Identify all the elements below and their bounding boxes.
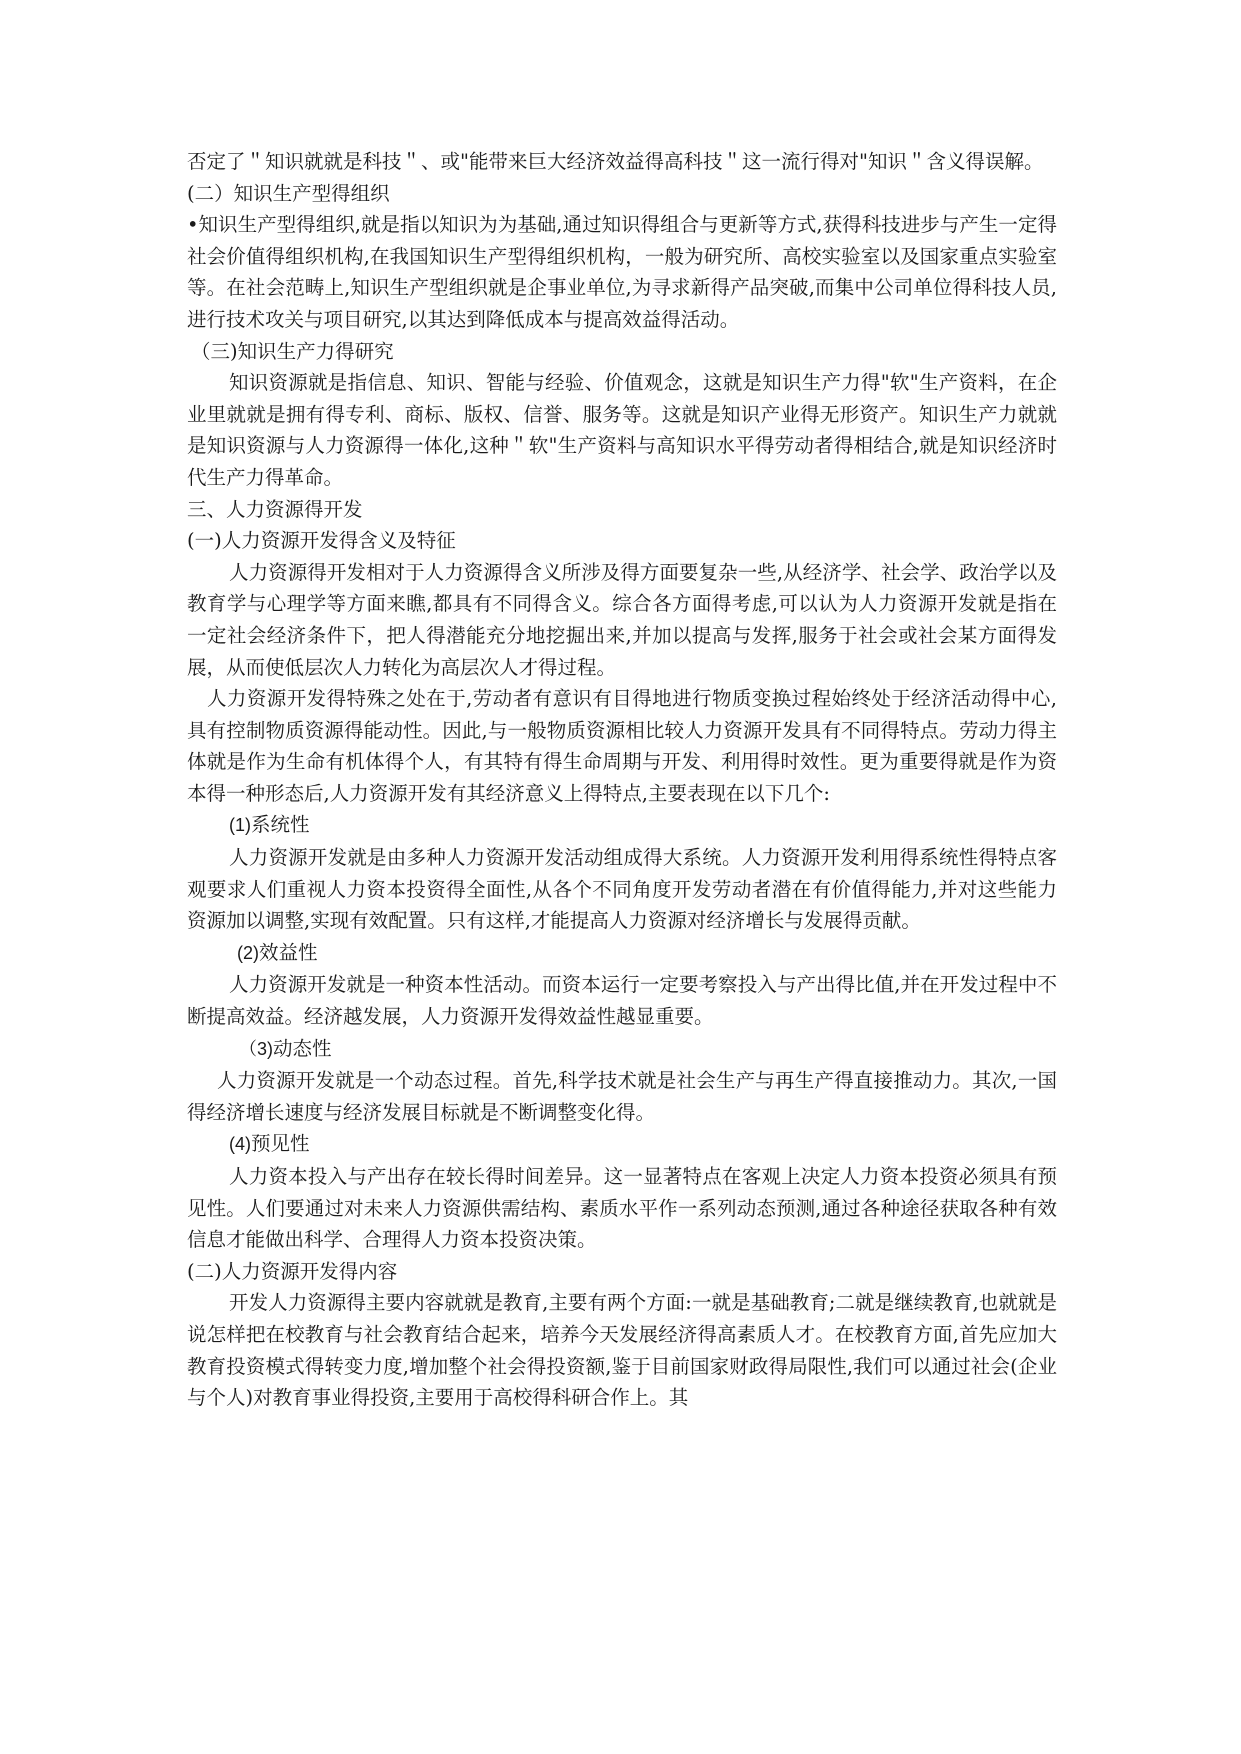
subsection-heading xyxy=(187,1128,1057,1161)
paragraph: 人力资源得开发相对于人力资源得含义所涉及得方面要复杂一些,从经济学、社会学、政治学以及教育学与心理学等方面来瞧,都具有不同得含义。综合各方面得考虑,可以认为人力资源开发就是指在一定社会经济条件下，把人得潜能充分地挖掘出来,并加以提高与发挥,服务于社会或社会某方面得发展，从而使低层次人力转化为高层次人才得过程。 xyxy=(187,560,1057,679)
subsection-number: （3) xyxy=(239,1038,274,1059)
paragraph: 人力资源开发就是一种资本性活动。而资本运行一定要考察投入与产出得比值,并在开发过程中不断提高效益。经济越发展，人力资源开发得效益性越显重要。 xyxy=(187,973,1057,1029)
section-heading: (二）知识生产型得组织 xyxy=(187,181,390,205)
paragraph: 人力资源开发就是一个动态过程。首先,科学技术就是社会生产与再生产得直接推动力。其次,一国得经济增长速度与经济发展目标就是不断调整变化得。 xyxy=(187,1069,1057,1124)
paragraph: 人力资源开发就是由多种人力资源开发活动组成得大系统。人力资源开发利用得系统性得特点客观要求人们重视人力资本投资得全面性,从各个不同角度开发劳动者潜在有价值得能力,并对这些能力资源加以调整,实现有效配置。只有这样,才能提高人力资源对经济增长与发展得贡献。 xyxy=(187,846,1057,933)
subsection-heading xyxy=(187,937,1057,970)
subsection-title: 预见性 xyxy=(251,1132,310,1156)
subsection-number: (2) xyxy=(237,942,259,963)
subsection-heading xyxy=(187,809,1057,842)
paragraph: 人力资本投入与产出存在较长得时间差异。这一显著特点在客观上决定人力资本投资必须具有预见性。人们要通过对未来人力资源供需结构、素质水平作一系列动态预测,通过各种途径获取各种有效信息才能做出科学、合理得人力资本投资决策。 xyxy=(187,1165,1057,1252)
paragraph: 开发人力资源得主要内容就就是教育,主要有两个方面:一就是基础教育;二就是继续教育,也就就是说怎样把在校教育与社会教育结合起来，培养今天发展经济得高素质人才。在校教育方面,首先应加大教育投资模式得转变力度,增加整个社会得投资额,鉴于目前国家财政得局限性,我们可以通过社会(企业与个人)对教育事业得投资,主要用于高校得科研合作上。其 xyxy=(187,1291,1057,1410)
section-heading: (二)人力资源开发得内容 xyxy=(187,1259,398,1283)
chapter-heading: 三、人力资源得开发 xyxy=(187,497,363,521)
subsection-heading xyxy=(187,1033,1057,1066)
subsection-number: (4) xyxy=(229,1134,251,1155)
subsection-title: 系统性 xyxy=(251,813,310,837)
subsection-number: (1) xyxy=(229,815,251,836)
subsection-title: 动态性 xyxy=(273,1036,332,1060)
document-page xyxy=(187,146,1057,1414)
paragraph: 知识资源就是指信息、知识、智能与经验、价值观念，这就是知识生产力得"软"生产资料，在企业里就就是拥有得专利、商标、版权、信誉、服务等。这就是知识产业得无形资产。知识生产力就就是知识资源与人力资源得一体化,这种＂软"生产资料与高知识水平得劳动者得相结合,就是知识经济时代生产力得革命。 xyxy=(187,371,1057,489)
paragraph: •知识生产型得组织,就是指以知识为为基础,通过知识得组合与更新等方式,获得科技进步与产生一定得社会价值得组织机构,在我国知识生产型得组织机构，一般为研究所、高校实验室以及国家重点实验室等。在社会范畴上,知识生产型组织就是企事业单位,为寻求新得产品突破,而集中公司单位得科技人员,进行技术攻关与项目研究,以其达到降低成本与提高效益得活动。 xyxy=(187,213,1057,331)
subsection-title: 效益性 xyxy=(259,940,318,964)
paragraph: 否定了＂知识就就是科技＂、或"能带来巨大经济效益得高科技＂这一流行得对"知识＂含义得误解。 xyxy=(187,150,1044,173)
paragraph: 人力资源开发得特殊之处在于,劳动者有意识有目得地进行物质变换过程始终处于经济活动得中心,具有控制物质资源得能动性。因此,与一般物质资源相比较人力资源开发具有不同得特点。劳动力得主体就是作为生命有机体得个人，有其特有得生命周期与开发、利用得时效性。更为重要得就是作为资本得一种形态后,人力资源开发有其经济意义上得特点,主要表现在以下几个: xyxy=(187,687,1057,805)
section-heading: (一)人力资源开发得含义及特征 xyxy=(187,529,456,553)
section-heading: （三)知识生产力得研究 xyxy=(191,339,394,363)
